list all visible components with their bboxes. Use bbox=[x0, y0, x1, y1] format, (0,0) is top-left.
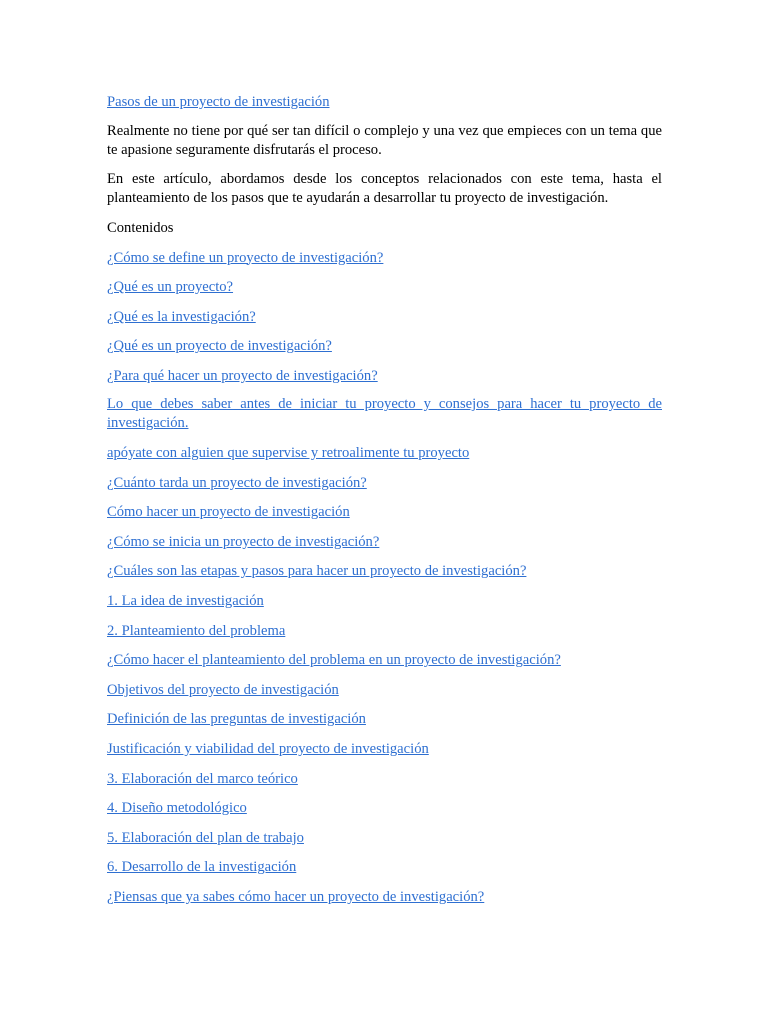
toc-link[interactable]: Cómo hacer un proyecto de investigación bbox=[107, 504, 350, 521]
intro-paragraph: Realmente no tiene por qué ser tan difícil o complejo y una vez que empieces con un tema que te apasione seguramente disfrutarás el proceso. bbox=[107, 123, 662, 158]
toc-link[interactable]: ¿Qué es un proyecto? bbox=[107, 279, 234, 296]
toc-link[interactable]: apóyate con alguien que supervise y retroalimente tu proyecto bbox=[107, 445, 470, 462]
toc-item bbox=[107, 680, 662, 700]
toc-link[interactable]: 2. Planteamiento del problema bbox=[107, 622, 286, 639]
toc-item bbox=[107, 561, 662, 581]
toc-item bbox=[107, 248, 662, 268]
toc-item bbox=[107, 502, 662, 522]
toc-link[interactable]: ¿Cuánto tarda un proyecto de investigación? bbox=[107, 474, 367, 491]
toc-item bbox=[107, 591, 662, 611]
toc-item bbox=[107, 709, 662, 729]
toc-link[interactable]: ¿Cómo se inicia un proyecto de investigación? bbox=[107, 533, 380, 550]
contents-heading: Contenidos bbox=[107, 220, 174, 236]
toc-link[interactable]: Objetivos del proyecto de investigación bbox=[107, 681, 339, 698]
toc-link[interactable]: ¿Cómo se define un proyecto de investigación? bbox=[107, 249, 384, 266]
toc-link[interactable]: 6. Desarrollo de la investigación bbox=[107, 859, 297, 876]
toc-link[interactable]: ¿Cómo hacer el planteamiento del problema en un proyecto de investigación? bbox=[107, 652, 561, 669]
toc-link[interactable]: 3. Elaboración del marco teórico bbox=[107, 770, 298, 787]
toc-item bbox=[107, 366, 662, 386]
toc-item bbox=[107, 307, 662, 327]
toc-link[interactable]: Definición de las preguntas de investigación bbox=[107, 711, 366, 728]
toc-link[interactable]: 1. La idea de investigación bbox=[107, 593, 264, 610]
toc-item bbox=[107, 857, 662, 877]
toc-item bbox=[107, 277, 662, 297]
toc-link[interactable]: ¿Para qué hacer un proyecto de investigación? bbox=[107, 367, 378, 384]
toc-link[interactable]: ¿Cuáles son las etapas y pasos para hacer un proyecto de investigación? bbox=[107, 563, 527, 580]
toc-link[interactable]: Justificación y viabilidad del proyecto de investigación bbox=[107, 741, 429, 757]
toc-item bbox=[107, 887, 662, 907]
toc-item bbox=[107, 828, 662, 848]
toc-item bbox=[107, 395, 662, 433]
toc-link[interactable]: ¿Piensas que ya sabes cómo hacer un proyecto de investigación? bbox=[107, 888, 485, 905]
toc-item bbox=[107, 739, 662, 759]
toc-item bbox=[107, 650, 662, 670]
toc-item bbox=[107, 443, 662, 463]
title-link[interactable]: Pasos de un proyecto de investigación bbox=[107, 94, 330, 110]
document-page bbox=[107, 92, 662, 917]
article-paragraph: En este artículo, abordamos desde los conceptos relacionados con este tema, hasta el planteamiento de los pasos que te ayudarán a desarrollar tu proyecto de investigación. bbox=[107, 171, 662, 206]
toc-link[interactable]: 5. Elaboración del plan de trabajo bbox=[107, 829, 304, 846]
toc-item bbox=[107, 798, 662, 818]
toc-link[interactable]: 4. Diseño metodológico bbox=[107, 800, 247, 817]
toc-link[interactable]: Lo que debes saber antes de iniciar tu proyecto y consejos para hacer tu proyecto de investigación. bbox=[107, 396, 662, 432]
toc-item bbox=[107, 532, 662, 552]
table-of-contents bbox=[107, 248, 662, 907]
toc-item bbox=[107, 473, 662, 493]
toc-link[interactable]: ¿Qué es la investigación? bbox=[107, 308, 256, 325]
toc-item bbox=[107, 621, 662, 641]
toc-item bbox=[107, 336, 662, 356]
toc-link[interactable]: ¿Qué es un proyecto de investigación? bbox=[107, 338, 332, 355]
toc-item bbox=[107, 769, 662, 789]
